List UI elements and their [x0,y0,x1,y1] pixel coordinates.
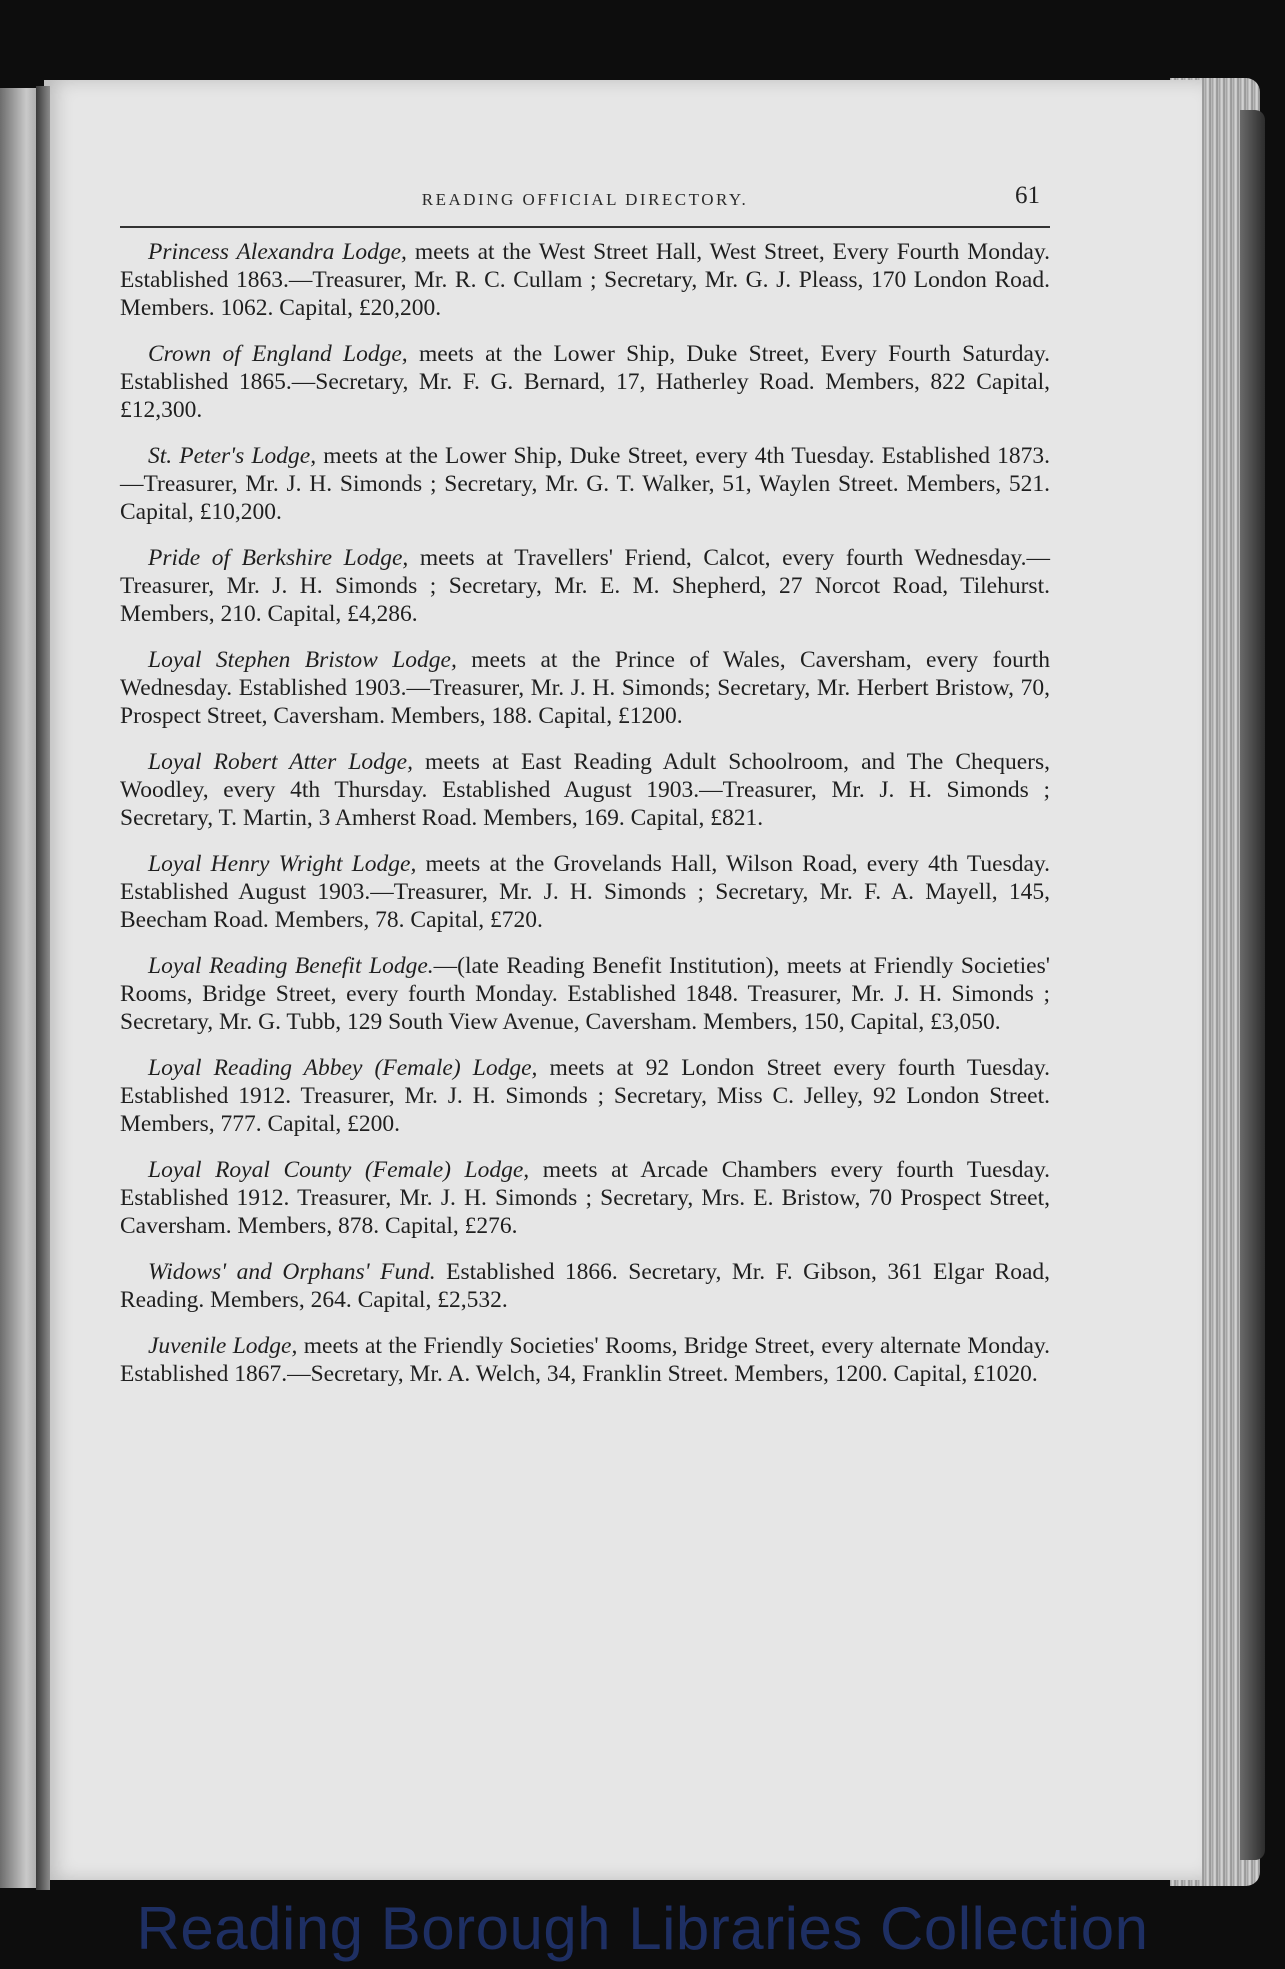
entry-reading-abbey [120,1054,1050,1138]
entry-reading-benefit [120,952,1050,1036]
collection-watermark: Reading Borough Libraries Collection [136,1895,1149,1962]
entry-text: meets at the Prince of Wales, Caversham, every fourth Wednesday. Established 1903.—Treasurer, Mr. J. H. Simonds; Secretary, Mr. Herbert Bristow, 70, Prospect Street, Caversham. Members, 188. Capital, £1200. [120,647,1050,729]
entry-text: meets at Travellers' Friend, Calcot, every fourth Wednesday.—Treasurer, Mr. J. H. Simonds ; Secretary, Mr. E. M. Shepherd, 27 Norcot Road, Tilehurst. Members, 210. Capital, £4,286. [120,545,1050,627]
entry-name: Loyal Reading Benefit Lodge. [148,953,434,979]
entry-text: meets at 92 London Street every fourth Tuesday. Established 1912. Treasurer, Mr. J. H. Simonds ; Secretary, Miss C. Jelley, 92 London Street. Members, 777. Capital, £200. [120,1055,1050,1137]
entry-text: —(late Reading Benefit Institution), meets at Friendly Societies' Rooms, Bridge Street, every fourth Monday. Established 1848. Treasurer, Mr. J. H. Simonds ; Secretary, Mr. G. Tubb, 129 South View Avenue, Caversham. Members, 150, Capital, £3,050. [120,953,1050,1035]
entry-name: Widows' and Orphans' Fund. [148,1259,436,1285]
entry-text: meets at East Reading Adult Schoolroom, and The Chequers, Woodley, every 4th Thursday. Established August 1903.—Treasurer, Mr. J. H. Simonds ; Secretary, T. Martin, 3 Amherst Road. Members, 169. Capital, £821. [120,749,1050,831]
book-gutter [36,86,50,1890]
entry-text: meets at the Friendly Societies' Rooms, Bridge Street, every alternate Monday. Established 1867.—Secretary, Mr. A. Welch, 34, Franklin Street. Members, 1200. Capital, £1020. [120,1333,1051,1387]
entry-text: meets at the Lower Ship, Duke Street, Every Fourth Saturday. Established 1865.—Secretary, Mr. F. G. Bernard, 17, Hatherley Road. Members, 822 Capital, £12,300. [120,341,1050,423]
entry-text: meets at the West Street Hall, West Street, Every Fourth Monday. Established 1863.—Treasurer, Mr. R. C. Cullam ; Secretary, Mr. G. J. Pleass, 170 London Road. Members. 1062. Capital, £20,200. [120,239,1050,321]
entry-name: Loyal Robert Atter Lodge, [148,749,413,775]
entry-name: Loyal Stephen Bristow Lodge, [148,647,457,673]
entry-name: Crown of England Lodge, [148,341,408,367]
page-number: 61 [1015,182,1040,209]
entry-pride-of-berkshire [120,544,1050,628]
entry-name: Loyal Reading Abbey (Female) Lodge, [148,1055,538,1081]
entry-text: meets at Arcade Chambers every fourth Tuesday. Established 1912. Treasurer, Mr. J. H. Simonds ; Secretary, Mrs. E. Bristow, 70 Prospect Street, Caversham. Members, 878. Capital, £276. [120,1157,1050,1239]
entry-widows-orphans-fund [120,1258,1050,1314]
running-head: READING OFFICIAL DIRECTORY. [421,190,749,209]
entry-name: St. Peter's Lodge, [148,443,317,469]
entry-crown-of-england [120,340,1050,424]
directory-entries [120,238,1050,1406]
entry-st-peters [120,442,1050,526]
entry-robert-atter [120,748,1050,832]
page-header [120,182,1050,228]
entry-text: meets at the Lower Ship, Duke Street, every 4th Tuesday. Established 1873.—Treasurer, Mr. J. H. Simonds ; Secretary, Mr. G. T. Walker, 51, Waylen Street. Members, 521. Capital, £10,200. [120,443,1050,525]
entry-princess-alexandra [120,238,1050,322]
entry-stephen-bristow [120,646,1050,730]
entry-text: meets at the Grovelands Hall, Wilson Road, every 4th Tuesday. Established August 1903.—Treasurer, Mr. J. H. Simonds ; Secretary, Mr. F. A. Mayell, 145, Beecham Road. Members, 78. Capital, £720. [120,851,1050,933]
entry-name: Juvenile Lodge, [148,1333,298,1359]
entry-name: Loyal Henry Wright Lodge, [148,851,417,877]
entry-name: Loyal Royal County (Female) Lodge, [148,1157,530,1183]
entry-juvenile [120,1332,1050,1388]
entry-name: Pride of Berkshire Lodge, [148,545,409,571]
entry-name: Princess Alexandra Lodge, [148,239,407,265]
entry-text: Established 1866. Secretary, Mr. F. Gibson, 361 Elgar Road, Reading. Members, 264. Capital, £2,532. [120,1259,1051,1313]
book-cover-edge [1240,110,1265,1860]
entry-royal-county [120,1156,1050,1240]
entry-henry-wright [120,850,1050,934]
